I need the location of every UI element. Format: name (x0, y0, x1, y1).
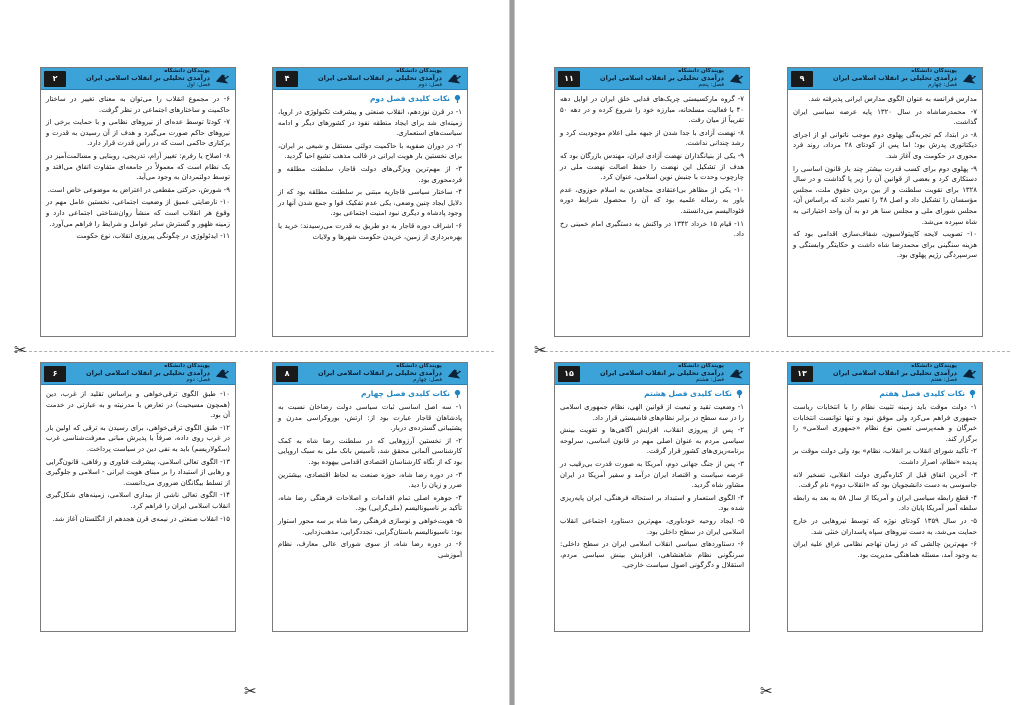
note-paragraph: ۹- پهلوی دوم برای کسب قدرت بیشتر چند بار قانون اساسی را دستکاری کرد و بعضی از قوانین آن را زیر پا گذاشت و در سال ۱۳۲۸ برای تقویت سلطنت و از بین بردن حقوق ملت، مجلس مؤسسان را تشکیل داد و اصل ۴۸ را تغییر دادند که براساس آن، مجلس شورای ملی و مجلس سنا هر دو به آن واحد اختیاراتی به شاه سپرده می‌شد. (793, 164, 978, 226)
note-paragraph: ۷- محمدرضاشاه در سال ۱۳۲۰ پایه عرصه سیاسی ایران گذاشت. (793, 107, 977, 127)
note-paragraph: ۶- دستاوردهای سیاسی انقلاب اسلامی ایران در سطح داخلی: سرنگونی نظام شاهنشاهی، افزایش بینش سیاسی مردم، استقلال و دگرگونی اصول سیاست خارجی. (560, 540, 744, 570)
card-header (555, 363, 749, 385)
page-number: ۶ (44, 366, 66, 382)
logo-icon (728, 366, 746, 382)
card-header (788, 68, 982, 90)
chapter-label: فصل: چهارم (413, 376, 442, 383)
note-paragraph: ۱۰- نارضایتی عمیق از وضعیت اجتماعی، نخستین عامل مهم در وقوع هر انقلاب است که منشأ روان‌شناختی اجتماعی دارد و زمینه ظهور و گسترش سایر عوامل و شرایط را فراهم می‌آورد. (46, 198, 230, 228)
publisher-name: پویندگان دانشگاه (678, 67, 724, 74)
publisher-name: پویندگان دانشگاه (911, 362, 957, 369)
publisher-name: پویندگان دانشگاه (911, 67, 957, 74)
logo-icon (961, 71, 979, 87)
card-body (273, 90, 467, 246)
note-paragraph: ۴- ساختار سیاسی قاجاریه مبتنی بر سلطنت مطلقه بود که از دلایل ایجاد چنین وضعی، یکی عدم تفکیک قوا و جمع شدن آنها در وجود پادشاه و دیگری نبود امنیت اجتماعی بود. (278, 188, 462, 218)
note-paragraph: ۴- جوهره اصلی تمام اقدامات و اصلاحات فرهنگی رضا شاه، تأکید بر ناسیونالیسم (ملی‌گرایی) بود. (278, 493, 462, 513)
note-card-4 (787, 67, 983, 337)
page-number: ۴ (276, 71, 298, 87)
header-text (813, 69, 961, 89)
note-paragraph: ۹- یکی از بنیانگذاران نهضت آزادی ایران، مهندس بازرگان بود که هدف از تشکیل این نهضت را حفظ اصالت نهضت ملی در چارچوب وحدت با جنبش نوین اسلامی، عنوان کرد. (560, 151, 744, 182)
header-text (580, 364, 728, 384)
page-number: ۱۱ (558, 71, 580, 87)
note-paragraph: ۲- پس از پیروزی انقلاب، افزایش آگاهی‌ها و تقویت بینش سیاسی مردم به عنوان اصلی مهم در قانون اساسی، سرلوحه برنامه‌ریزی‌های کشور قرار گرفت. (560, 426, 744, 456)
note-paragraph: ۳- در دوره رضا شاه، حوزه صنعت به لحاظ اقتصادی، بیشترین ضرر و زیان را دید. (278, 470, 462, 490)
note-card-8 (787, 362, 983, 632)
note-paragraph: ۱۰- تصویب لایحه کاپیتولاسیون، شفاف‌سازی اقدامی بود که هزینه سنگینی برای محمدرضا شاه داشت و حکایتگر وابستگی و سرسپردگی رژیم پهلوی بود. (793, 230, 977, 260)
section-title (793, 389, 977, 398)
section-title-text: نکات کلیدی فصل چهارم (360, 389, 450, 398)
note-paragraph: ۵- هویت‌خواهی و نوسازی فرهنگی رضا شاه بر سه محور استوار بود: ناسیونالیسم باستان‌گرایی، تجددگرایی، مذهب‌زدایی. (278, 516, 462, 536)
note-paragraph: ۱۱- قیام ۱۵ خرداد ۱۳۴۲ در واکنش به دستگیری امام خمینی رخ داد. (560, 219, 744, 239)
note-paragraph: ۱- سه اصل اساسی ثبات سیاسی دولت رضاخان نسبت به پادشاهان قاجار عبارت بود از: ارتش، بوروکراسی مدرن و پشتیبانی گسترده‌ی دربار. (278, 403, 462, 433)
logo-icon (961, 366, 979, 382)
page-number: ۲ (44, 71, 66, 87)
page-number: ۸ (276, 366, 298, 382)
note-paragraph: ۱۴- الگوی تعالی ناشی از بیداری اسلامی، زمینه‌های شکل‌گیری انقلاب اسلامی ایران را فراهم کرد. (46, 491, 230, 510)
card-body (41, 90, 235, 246)
logo-icon (728, 71, 746, 87)
card-header (788, 363, 982, 385)
note-paragraph: ۱۳- الگوی تعالی اسلامی، پیشرفت فناوری و رفاهی، قانون‌گرایی و رهایی از استبداد را بر مبنای هویت ایرانی - اسلامی و جلوگیری از تسلط بیگانگان ضروری می‌دانست. (46, 457, 230, 487)
note-paragraph: ۶- در مجموع انقلاب را می‌توان به معنای تغییر در ساختار حاکمیت و ساختارهای اجتماعی در نظر گرفت. (46, 95, 230, 114)
note-card-2 (272, 67, 468, 337)
pin-icon (735, 389, 744, 398)
book-subtitle: درآمدی تحلیلی بر انقلاب اسلامی ایران (318, 369, 442, 378)
note-paragraph: ۸- در ابتدا، کم تجربه‌گی پهلوی دوم موجب ناتوانی او از اجرای دیکتاتوری پدرش بود؛ اما پس از کودتای ۲۸ مرداد، روند فرد محوری در حکومت وی آغاز شد. (793, 130, 977, 160)
section-title-text: نکات کلیدی فصل هفتم (879, 389, 965, 398)
book-subtitle: درآمدی تحلیلی بر انقلاب اسلامی ایران (86, 369, 210, 378)
note-paragraph: ۹- شورش، حرکتی مقطعی در اعتراض به موضوعی خاص است. (47, 185, 230, 194)
note-paragraph: ۲- در دوران صفویه با حاکمیت دولتی مستقل و شیعی بر ایران، برای نخستین بار هویت ایرانی در قالب مذهب تشیع احیا گردید. (278, 141, 462, 161)
book-subtitle: درآمدی تحلیلی بر انقلاب اسلامی ایران (318, 74, 442, 83)
note-paragraph: ۱۰- طبق الگوی ترقی‌خواهی و براساس تقلید از غرب، دین (همچون مسیحیت) در تعارض با مدرنیته و به عبارتی در خدمت آن بود. (46, 390, 230, 420)
card-header (273, 68, 467, 90)
logo-icon (214, 71, 232, 87)
note-paragraph: ۳- از مهم‌ترین ویژگی‌های دولت قاجار، سلطنت مطلقه و فردمحوری بود. (278, 164, 462, 184)
note-paragraph: ۵- ایجاد روحیه خودباوری، مهم‌ترین دستاورد اجتماعی انقلاب اسلامی ایران در سطح داخلی بود. (560, 516, 744, 536)
header-text (66, 364, 214, 384)
section-title-text: نکات کلیدی فصل هشتم (644, 389, 732, 398)
card-body (555, 90, 749, 244)
note-paragraph: ۷- گروه مارکسیستی چریک‌های فدایی خلق ایران در اوایل دهه ۴۰ با فعالیت مسلحانه، مبارزه خود را شروع کرده و در دهه ۵۰ تقریباً از میان رفت. (560, 95, 744, 125)
note-paragraph: ۱- دولت موقت باید زمینه تثبیت نظام را با انتخابات ریاست جمهوری فراهم می‌کرد ولی موفق نبود و تنها توانست انتخابات خبرگان و همه‌پرسی تعیین نوع نظام «جمهوری اسلامی» را برگزار کند. (793, 403, 977, 443)
header-text (298, 364, 446, 384)
note-card-5 (40, 362, 236, 632)
note-paragraph: ۱۰- یکی از مظاهر بی‌اعتقادی مجاهدین به اسلام حوزوی، عدم باور به رساله علمیه بود که آن را محصول شرایط دوره فئودالیسم می‌دانستند. (560, 185, 744, 215)
note-paragraph: ۴- الگوی استعمار و استبداد بر استحاله فرهنگی، ایران پایه‌ریزی شده بود. (560, 493, 744, 513)
scissor-icon: ✂ (14, 341, 27, 359)
card-header (41, 363, 235, 385)
note-paragraph: ۵- در سال ۱۳۵۹ کودتای نوژه که توسط نیروهایی در خارج حمایت می‌شد، به دست نیروهای سپاه پاسداران خنثی شد. (793, 516, 977, 536)
note-paragraph: ۷- کودتا توسط عده‌ای از نیروهای نظامی و با حمایت برخی از نیروهای حاکم صورت می‌گیرد و هدف از آن رسیدن به قدرت و برکناری حاکمی است که در رأس قدرت قرار دارد. (46, 118, 230, 148)
header-text (580, 69, 728, 89)
note-paragraph: مدارس فرانسه به عنوان الگوی مدارس ایرانی پذیرفته شد. (808, 95, 977, 103)
page-number: ۱۵ (558, 366, 580, 382)
section-title-text: نکات کلیدی فصل دوم (369, 94, 450, 103)
note-paragraph: ۱۲- طبق الگوی ترقی‌خواهی، برای رسیدن به ترقی که اولین بار در غرب روی داده، صرفاً با پذیرش مبانی معرفت‌شناسی غرب (سکولاریسم) باید به نفی دین در سیاست پرداخت. (46, 423, 230, 453)
scissor-icon: ✂ (760, 682, 773, 700)
note-card-1 (40, 67, 236, 337)
scissor-icon: ✂ (244, 682, 257, 700)
card-header (555, 68, 749, 90)
chapter-label: فصل: هفتم (930, 376, 957, 383)
note-paragraph: ۱- در قرن نوزدهم، انقلاب صنعتی و پیشرفت تکنولوژی در اروپا، زمینه‌ای شد برای ایجاد منطقه نفوذ در کشورهای دیگر و ادامه سیاست‌های استعماری. (278, 108, 462, 138)
note-paragraph: ۴- قطع رابطه سیاسی ایران و آمریکا از سال ۵۸ به بعد به رابطه سلطه آمیز آمریکا پایان داد. (793, 493, 978, 513)
card-body (788, 90, 982, 265)
chapter-label: فصل: چهارم (928, 81, 957, 88)
section-title (278, 94, 462, 103)
section-title (278, 389, 462, 398)
page-number: ۱۳ (791, 366, 813, 382)
scissor-icon: ✂ (534, 341, 547, 359)
book-subtitle: درآمدی تحلیلی بر انقلاب اسلامی ایران (833, 369, 957, 378)
publisher-name: پویندگان دانشگاه (678, 362, 724, 369)
pin-icon (453, 94, 462, 103)
logo-icon (446, 71, 464, 87)
pin-icon (453, 389, 462, 398)
pin-icon (968, 389, 977, 398)
card-header (273, 363, 467, 385)
header-text (813, 364, 961, 384)
chapter-label: فصل: هشتم (695, 376, 724, 383)
logo-icon (214, 366, 232, 382)
note-paragraph: ۸- اصلاح یا رفرم: تغییر آرام، تدریجی، روبنایی و مسالمت‌آمیز در یک نظام است که معمولاً در جامعه‌ای متفاوت اتفاق می‌افتد و توسط دولتمردان به وجود می‌آید. (46, 151, 230, 182)
note-paragraph: ۶- در دوره رضا شاه، از سوی شورای عالی معارف، نظام آموزشی (278, 540, 462, 559)
header-text (298, 69, 446, 89)
note-paragraph: ۲- تأکید شورای انقلاب بر انقلاب، نظام» بود ولی دولت موقت بر پدیده «نظام، اصرار داشت. (793, 447, 977, 466)
book-subtitle: درآمدی تحلیلی بر انقلاب اسلامی ایران (86, 74, 210, 83)
page-number: ۹ (791, 71, 813, 87)
note-paragraph: ۱- وضعیت تقید و تبعیت از قوانین الهی، نظام جمهوری اسلامی را در سه سطح در برابر نظام‌های فاشیستی قرار داد. (560, 403, 744, 422)
chapter-label: فصل: اول (186, 81, 210, 88)
note-paragraph: ۱۵- انقلاب صنعتی در نیمه‌ی قرن هجدهم از انگلستان آغاز شد. (52, 514, 230, 523)
publisher-name: پویندگان دانشگاه (164, 362, 210, 369)
card-body (41, 385, 235, 528)
note-paragraph: ۲- از نخستین آرزوهایی که در سلطنت رضا شاه به کمک کارشناسی آلمانی محقق شد، تأسیس بانک ملی به سبک اروپایی بود که از نگاه کارشناسان اقتصادی اقدامی بیهوده بود. (278, 436, 462, 466)
note-card-7 (554, 362, 750, 632)
card-header (41, 68, 235, 90)
note-paragraph: ۶- اشراف دوره قاجار به دو طریق به قدرت می‌رسیدند: خرید یا بهره‌برداری از زمین، خریدن حکومت شهرها و ولایات (278, 221, 462, 241)
note-paragraph: ۱۱- ایدئولوژی در چگونگی پیروزی انقلاب، نوع حکومت (76, 232, 230, 241)
note-paragraph: ۶- مهم‌ترین چالشی که در زمان تهاجم نظامی عراق علیه ایران به وجود آمد، مسئله هماهنگی مدیریت بود. (793, 540, 977, 559)
section-title (560, 389, 744, 398)
publisher-name: پویندگان دانشگاه (164, 67, 210, 74)
chapter-label: فصل: دوم (418, 81, 442, 88)
book-subtitle: درآمدی تحلیلی بر انقلاب اسلامی ایران (600, 74, 724, 83)
note-paragraph: ۳- پس از جنگ جهانی دوم، آمریکا به صورت قدرت بی‌رقیب در عرصه سیاست و اقتصاد ایران درآمد و سفیر آمریکا در ایران مشاور شاه گردید. (560, 459, 744, 490)
publisher-name: پویندگان دانشگاه (396, 67, 442, 74)
logo-icon (446, 366, 464, 382)
card-body (273, 385, 467, 564)
note-card-3 (554, 67, 750, 337)
note-card-6 (272, 362, 468, 632)
book-subtitle: درآمدی تحلیلی بر انقلاب اسلامی ایران (833, 74, 957, 83)
card-body (788, 385, 982, 564)
note-paragraph: ۳- آخرین اتفاق قبل از کناره‌گیری دولت انقلابی، تسخیر لانه جاسوسی به دست دانشجویان بود که «انقلاب دوم» نام گرفت. (793, 470, 977, 490)
note-paragraph: ۸- نهضت آزادی با جدا شدن از جبهه ملی اعلام موجودیت کرد و رشد چندانی نداشت. (560, 128, 744, 148)
chapter-label: فصل: دوم (186, 376, 210, 383)
chapter-label: فصل: پنجم (698, 81, 724, 88)
cut-line-right (540, 351, 1010, 352)
publisher-name: پویندگان دانشگاه (396, 362, 442, 369)
cut-line-left (14, 351, 494, 352)
header-text (66, 69, 214, 89)
card-body (555, 385, 749, 575)
book-subtitle: درآمدی تحلیلی بر انقلاب اسلامی ایران (600, 369, 724, 378)
